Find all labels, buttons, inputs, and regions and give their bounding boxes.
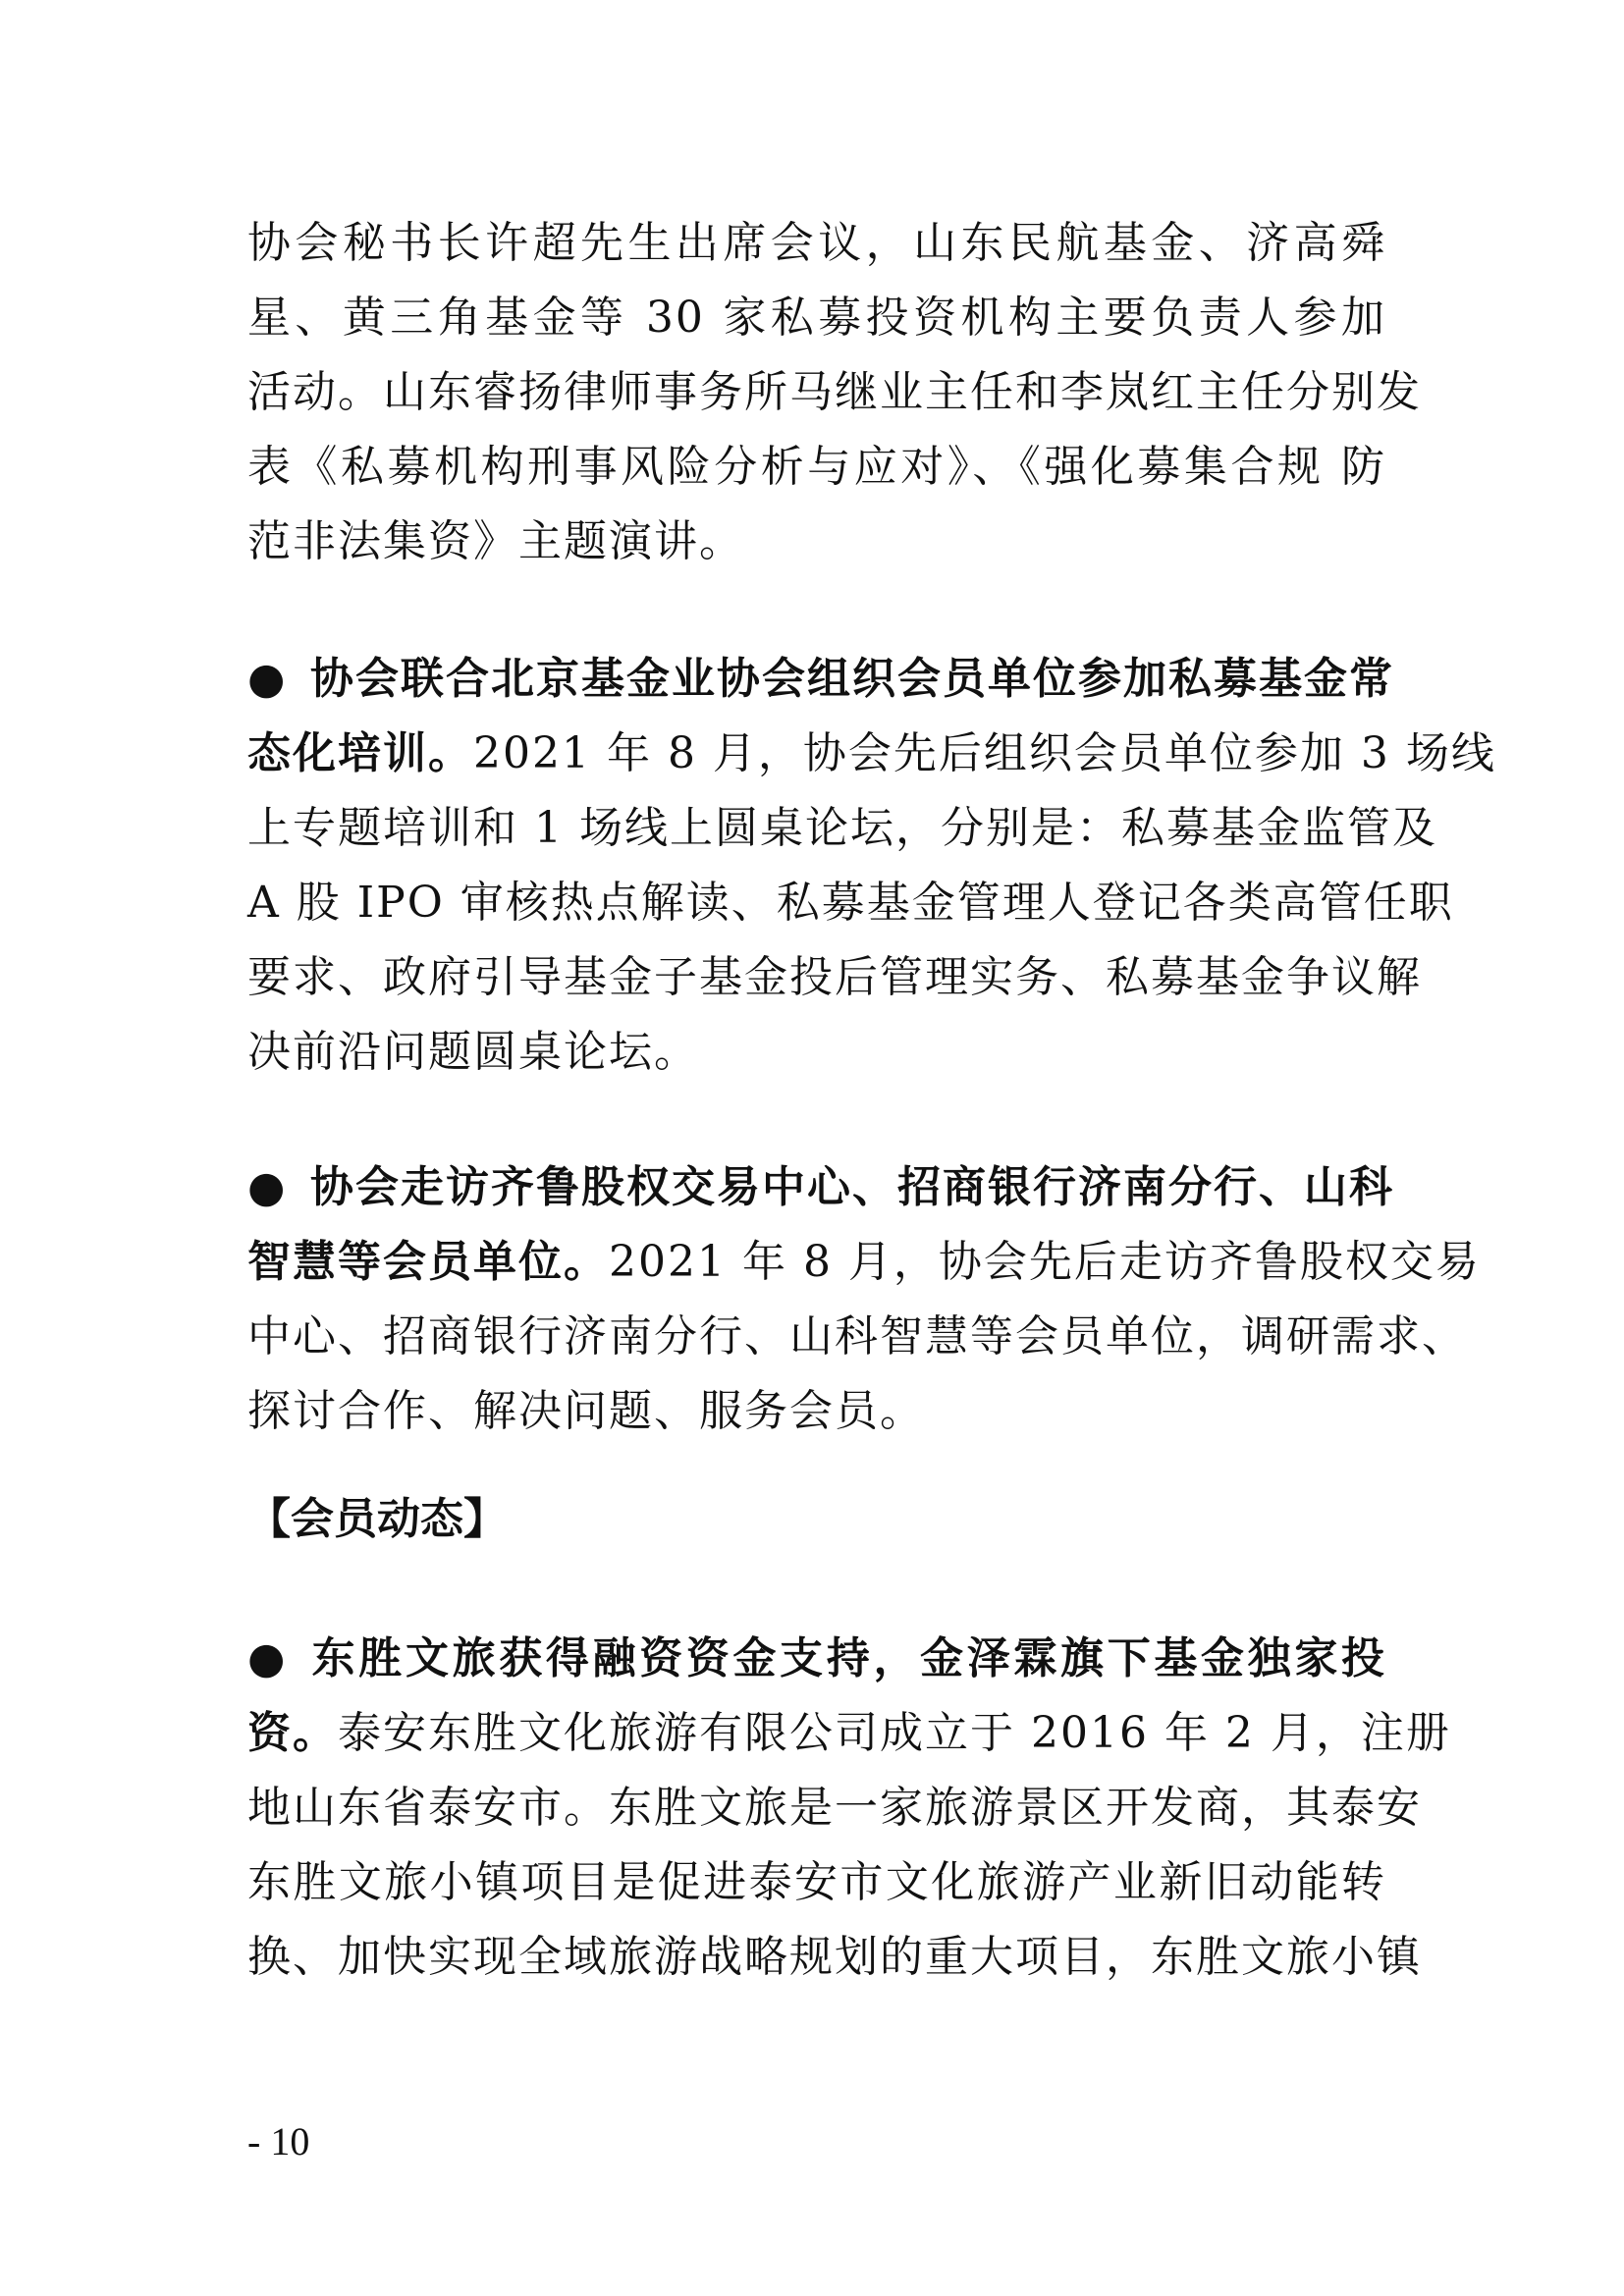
text-line: 中心、招商银行济南分行、山科智慧等会员单位，调研需求、	[247, 1311, 1467, 1362]
text-line: 表《私募机构刑事风险分析与应对》、《强化募集合规 防	[247, 442, 1386, 492]
item-title: 东胜文旅获得融资资金支持，金泽霖旗下基金独家投	[310, 1633, 1386, 1683]
bullet-icon: ●	[247, 654, 288, 704]
item-text: 泰安东胜文化旅游有限公司成立于 2016 年 2 月，注册	[338, 1708, 1451, 1758]
item-title-end: 态化培训。	[247, 728, 473, 778]
text-line: 东胜文旅小镇项目是促进泰安市文化旅游产业新旧动能转	[247, 1857, 1386, 1907]
item-title: 协会联合北京基金业协会组织会员单位参加私募基金常	[310, 654, 1394, 704]
text-line: 决前沿问题圆桌论坛。	[247, 1027, 699, 1077]
section-heading-member-news: 【会员动态】	[247, 1494, 507, 1544]
item-title-end: 资。	[247, 1708, 338, 1758]
item-title-line	[247, 1622, 1386, 1696]
text-line: A 股 IPO 审核热点解读、私募基金管理人登记各类高管任职	[247, 878, 1454, 928]
text-line	[247, 1696, 1451, 1771]
bullet-icon: ●	[247, 1162, 288, 1212]
text-line: 探讨合作、解决问题、服务会员。	[247, 1386, 925, 1436]
text-line: 换、加快实现全域旅游战略规划的重大项目，东胜文旅小镇	[247, 1932, 1422, 1982]
item-text: 2021 年 8 月，协会先后走访齐鲁股权交易	[609, 1237, 1481, 1287]
text-line: 上专题培训和 1 场线上圆桌论坛，分别是：私募基金监管及	[247, 803, 1437, 853]
item-title-line	[247, 642, 1394, 717]
item-title-end: 智慧等会员单位。	[247, 1237, 609, 1287]
paragraph-meeting-continuation	[247, 206, 1422, 579]
item-title-line	[247, 1150, 1394, 1225]
item-title: 协会走访齐鲁股权交易中心、招商银行济南分行、山科	[310, 1162, 1394, 1212]
text-line: 协会秘书长许超先生出席会议，山东民航基金、济高舜	[247, 218, 1386, 268]
page-number: - 10	[247, 2119, 310, 2163]
text-line: 要求、政府引导基金子基金投后管理实务、私募基金争议解	[247, 952, 1422, 1002]
item-text: 2021 年 8 月，协会先后组织会员单位参加 3 场线	[473, 728, 1496, 778]
text-line: 活动。山东睿扬律师事务所马继业主任和李岚红主任分别发	[247, 367, 1422, 417]
bullet-icon: ●	[247, 1633, 288, 1683]
news-item-dongsheng	[247, 1622, 1451, 1995]
text-line: 星、黄三角基金等 30 家私募投资机构主要负责人参加	[247, 293, 1386, 343]
text-line	[247, 717, 1496, 791]
news-item-visit	[247, 1150, 1481, 1449]
text-line: 地山东省泰安市。东胜文旅是一家旅游景区开发商，其泰安	[247, 1783, 1422, 1833]
text-line	[247, 1225, 1481, 1300]
news-item-training	[247, 642, 1496, 1090]
text-line: 范非法集资》主题演讲。	[247, 516, 744, 566]
